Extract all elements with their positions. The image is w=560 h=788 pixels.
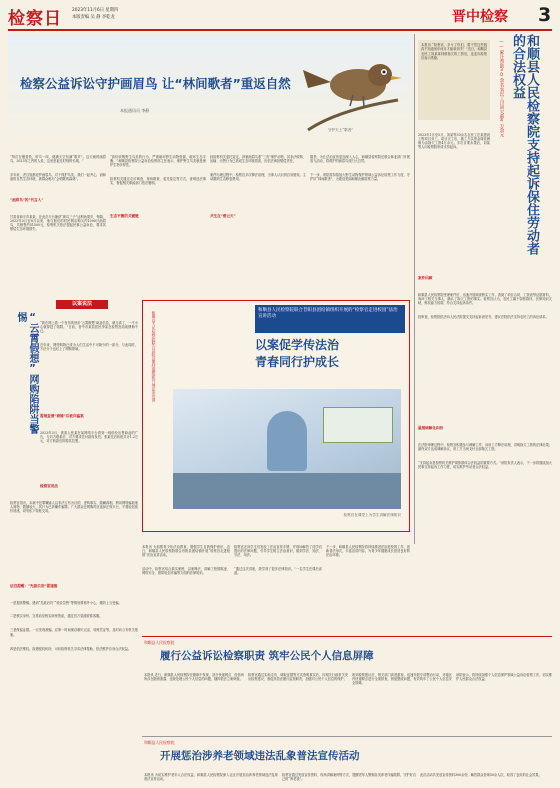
right-column-2: 和顺县人民检察院受理案件后，迅速开展调查核实工作，查阅了项目合同、工资表等证据材料，询问了相关当事人，确认了拖欠工资的事实。检察官认为，农民工属于弱势群体，法律知识欠缺，维权能力较弱，符合支持起诉条件。 经审查，检察院依法向人民法院提交支持起诉意见书，建议法院依法支持农民工的诉讼请求。: [418, 292, 552, 320]
masthead-dateline: 2023年11月6日 星期四 本版责编 吴 静 李乾龙: [72, 8, 119, 20]
center-photo: [173, 389, 401, 509]
section-title: 晋中检察: [452, 9, 508, 25]
audience-rows: [173, 473, 401, 509]
right-intro-box: 本报讯 “检察官，多亏了你们，要不然这些钱真不知道何年何月才能拿到手！”近日，和顺县农民工刘某拿到被拖欠的工资后，连连向检察官表示感谢。: [418, 40, 490, 120]
left-column-tips: 一是提高警惕。遇到“先款后货”“低价急售”等情形要格外小心，谨防上当受骗。 二是核实身份。交易前应核实商家资质，通过官方渠道联系客服。 三是保留证据。一旦发现被骗，应第一时间保存聊天记录、转账凭证等，及时向公安机关报案。 四是依法维权。如遇侵权纠纷，可向检察机关寻求法律帮助，依法维护自身合法权益。: [10, 600, 138, 651]
lead-column-1b: 甘肃省和平乡某某，在此次平台捕获“黄鸟三子”达利鱼果乡，每隔，2023年3月至8月以来，他与他们的村民网店购买约1000只画眉鸟，共销售约51500元，检察机关依法提起民事公益诉讼，要求其赔偿生态环境损失。: [10, 214, 106, 232]
center-column-3: 下一步，和顺县人民检察院将持续推进法治进校园工作，创新普法形式，丰富宣讲内容，为青少年健康成长营造良好的法治环境。: [326, 544, 410, 558]
lead-column-2: “高价收购野生鸟类的行为，严重破坏野生动物资源，破坏生态平衡。”和顺县检察院公益诉讼检察部主任表示，保护野生鸟类就是保护生物多样性。 检察机关通过走访调查、现场勘查、委托鉴定等方式，查明违法事实，督促相关职能部门依法履职。: [110, 154, 206, 186]
bottom-divider: [142, 636, 552, 637]
lead-headline: 检察公益诉讼守护画眉鸟 让“林间歌者”重返自然: [20, 76, 291, 91]
right-divider: [414, 34, 415, 544]
center-column-1: 本报讯 为加强青少年法治教育，增强学生自我保护意识，近日，和顺县人民检察院联合昔阳县团结镇开展“检察官走进校园”法治宣讲活动。 活动中，检察官结合真实案例，以案释法，讲解了校园欺凌、网络安全、预防电信诈骗等方面的法律知识。: [142, 544, 230, 576]
center-photo-caption: 检察官在课堂上为学生讲解法律知识: [343, 513, 401, 517]
speaker-figure: [267, 411, 307, 471]
classroom-screen: [323, 407, 393, 443]
center-column-2: 检察官还向学生们发放了法治宣传手册，并现场解答了同学们提出的法律问题，引导学生树立法治意识，做到学法、知法、守法、用法。 “通过这次讲座，我学到了很多法律知识。”一名学生在课后说道。: [234, 544, 322, 576]
page-number: 3: [538, 4, 552, 26]
bottom-story-2-col-3: 此次活动共发放宣传资料300余份，解答群众咨询50余人次，取得了良好的社会效果。: [420, 772, 542, 777]
lead-header-panel: [8, 34, 413, 142]
bottom-story-2-col-2: 检察官通过发放宣传资料、现场讲解案例等方式，提醒老年人警惕各类养老诈骗陷阱，守护好自己的“养老钱”。: [282, 772, 416, 781]
right-column-3: 在法院审理过程中，检察官积极参与调解工作，向用工方释法说理，讲明拖欠工资的法律后果。最终双方达成调解协议，用工方当场支付全部拖欠工资。 “支持起诉是检察机关维护弱势群体合法权益的重要方式。”该院负责人表示，下一步将继续加大民事支持起诉工作力度，切实维护劳动者合法权益。: [418, 442, 552, 470]
left-rubric: 以案说法: [56, 300, 108, 309]
bottom-story-1-col-4: 该院表示，将持续加强个人信息保护领域公益诉讼检察工作，切实维护人民群众合法权益。: [456, 672, 552, 681]
center-headline: 以案促学传法治 青春同行护成长: [255, 338, 340, 369]
right-subhead-1: 案件回顾: [418, 276, 433, 280]
left-subhead-1: 需理查清“商铺”后被诈骗案: [40, 414, 84, 418]
bottom-story-1-col-1: 本报讯 近日，和顺县人民检察院在履职中发现，部分快递网点、经营场所存在随意泄露、违规处理公民个人信息的问题，随即依法立案调查。: [144, 672, 244, 681]
masthead-rule: [8, 29, 552, 31]
lead-column-3: 经检察机关委托鉴定，涉案画眉鸟系“三有”保护动物，其非法收购、运输、出售行为已造成生态环境损害，应依法承担赔偿责任。 案件办理过程中，检察官多次释法说理，当事人认识到自身错误，主动缴纳生态修复费用。: [210, 154, 306, 182]
bottom-divider-2: [142, 736, 552, 737]
lead-photo-caption: 守护天上“歌者”: [328, 128, 354, 132]
right-column-1: 2023年1月至5月，刘某等30余名农民工在某建设工程项目务工，项目完工后，施工方以资金周转困难为由拖欠工资4万余元。多次讨要未果后，刘某等人向检察院申请支持起诉。: [418, 132, 490, 150]
right-feature-subtitle: ——累计帮助30余名农民工讨回欠薪4万余元: [499, 40, 504, 137]
center-banner: 和顺县人民检察院联合昔阳县团结镇组织开展的“检察官走进校园”法治宣讲活动: [255, 305, 405, 333]
lead-byline: 本报通讯员 李静: [120, 108, 150, 113]
left-subhead-3: 法官提醒：“先款后货”需谨慎: [10, 584, 58, 588]
left-column-lead: “我在网上看一个发布的低价‘云霄假想’商品信息，就当真了，一不小心就掉进了陷阱。”日前，晋中市某县居民李某在检察官面前懊悔不已。 近年来，网络购物已成为人们生活中不可缺少的一部分，与此同时，不法分子也盯上了网购领域。: [40, 320, 138, 352]
left-column-law: 检察官指出，本案中犯罪嫌疑人以非法占有为目的，虚构事实、隐瞒真相，利用网络骗取他人财物，数额较大，其行为已涉嫌诈骗罪。广大群众在网购时应选择正规平台，不要轻信低价诱惑，切勿私下转账交易。: [10, 500, 138, 514]
bottom-story-2-col-1: 本报讯 为切实维护老年人合法权益，和顺县人民检察院深入社区开展惩治涉养老领域违法乱象普法宣传活动。: [144, 772, 278, 781]
bottom-story-2-headline: 开展惩治涉养老领域违法乱象普法宣传活动: [160, 750, 360, 762]
left-vertical-title: “云霄假想”网购陷阱当警惕: [15, 312, 38, 434]
lead-subhead-1: “画眉鸟”的“代言人”: [10, 198, 44, 202]
right-feature-title: 和顺县人民检察院支持起诉保住劳动者的合法权益: [510, 34, 539, 255]
bottom-story-2-unit: 和顺县人民检察院: [144, 740, 175, 745]
bottom-story-1-unit: 和顺县人民检察院: [144, 640, 175, 645]
center-vertical-side: 和顺县人民检察院联合昔阳县团结镇组织开展法治宣讲: [152, 311, 157, 403]
lead-subhead-3: 生态平衡的关键链: [110, 214, 139, 218]
lead-column-4: 据悉，为让法治宣传更加深入人心，和顺县检察院还联合林业部门开展放飞活动，将救护的画眉鸟放归大自然。 下一步，该院将持续加大野生动物保护领域公益诉讼检察工作力度，守护好“林间歌者”，为建设美丽和顺贡献检察力量。: [310, 154, 410, 182]
newspaper-logo: 检察日: [8, 9, 62, 29]
bottom-story-1-col-3: 收到检察建议后，相关部门高度重视，迅速开展专项整治行动，对辖区内快递网点进行全面排查，督促整改问题，有效筑牢了公民个人信息安全屏障。: [352, 672, 452, 686]
center-box: [142, 300, 410, 532]
left-column-case: 2023年3月，被害人张某在某网络平台看到一则低价出售商品的广告，与对方联系后，对方要求先付款再发货。张某先后转账共计1.2万元，对方收款后即将其拉黑。: [40, 430, 138, 444]
bottom-story-1-col-2: 检察官通过实地走访、调取证据等方式查明事实后，向相关行政机关发出检察建议，督促其依法履行监管职责，加强对公民个人信息的保护。: [248, 672, 348, 681]
left-subhead-2: 检察官说法: [40, 484, 58, 488]
lead-subhead-2: 共生在“碧云天”: [210, 214, 236, 218]
bottom-story-1-headline: 履行公益诉讼检察职责 筑牢公民个人信息屏障: [160, 650, 374, 662]
bird-illustration: [298, 40, 408, 135]
right-subhead-2: 温情调解化纠纷: [418, 426, 444, 430]
lead-column-1: “每次在檀香枝，听鸟一叫，便满天空布满“歌声”。这天就的画眉鸟，2023年之内的人说，这里是祖先时刻的长城。” 多年来，老百姓都爱护画眉鸟，对于保护鸟类，我们一起齐心，而和谐的自然生态环境，被群众称为“会唱歌的森林”。: [10, 154, 106, 182]
